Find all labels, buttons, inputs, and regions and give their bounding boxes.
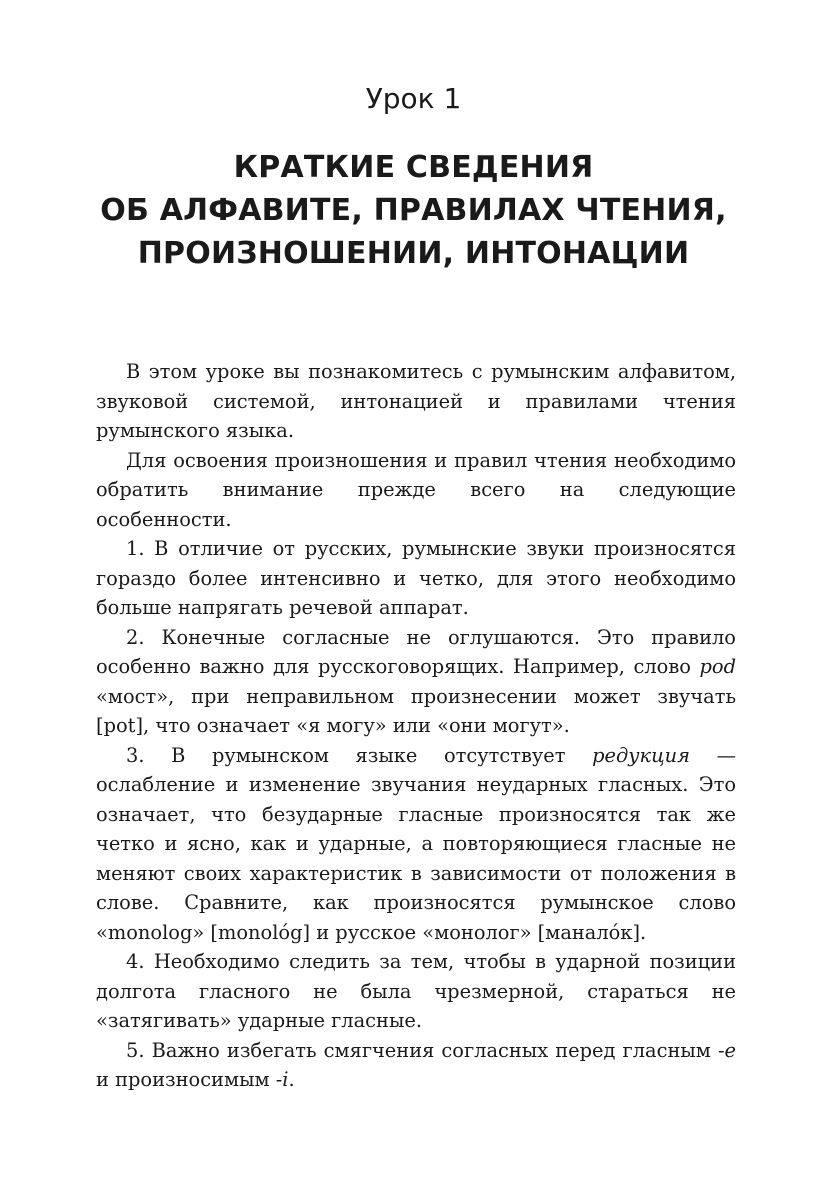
paragraph-point-3 [96,741,736,948]
text-run: 2. Конечные согласные не оглушаются. Это правило особенно важно для русскоговорящих. Например, слово [96,625,736,678]
text-run: 3. В румынском языке отсутствует [126,743,593,767]
text-run: — ослабление и изменение звучания неударных гласных. Это означает, что безударные гласные произносятся так же четко и ясно, как и ударные, а повторяющиеся гласные не меняют своих характеристик в зависимости от положения в слове. Сравните, как произносятся румынское слово «monolog» [monológ] и русское «монолог» [маналóк]. [96,743,736,944]
italic-term: редукция [592,743,690,767]
lesson-number: Урок 1 [365,82,462,115]
paragraph-features: Для освоения произношения и правил чтения необходимо обратить внимание прежде всего на следующие особенности. [96,448,736,531]
italic-term: -e [717,1038,736,1062]
text-run: и произносимым [96,1068,276,1091]
italic-term: -i [275,1068,289,1091]
text-run: . [288,1068,295,1091]
paragraph-point-4: 4. Необходимо следить за тем, чтобы в ударной позиции долгота гласного не была чрезмерной, стараться не «затягивать» ударные гласные. [96,950,736,1032]
paragraph-point-2 [96,623,736,741]
paragraph-point-5 [96,1036,736,1095]
italic-term: pod [699,655,736,678]
chapter-title-line: ОБ АЛФАВИТЕ, ПРАВИЛАХ ЧТЕНИЯ, [100,193,727,228]
chapter-title-line: КРАТКИЕ СВЕДЕНИЯ [233,150,594,185]
paragraph-point-1: 1. В отличие от русских, румынские звуки произносятся гораздо более интенсивно и четко, для этого необходимо больше напрягать речевой аппарат. [96,537,736,619]
chapter-title-line: ПРОИЗНОШЕНИИ, ИНТОНАЦИИ [137,236,690,271]
text-run: «мост», при неправильном произнесении может звучать [pot], что означает «я могу» или «они могут». [96,684,736,737]
text-run: 5. Важно избегать смягчения согласных перед гласным [126,1038,718,1062]
body-text [96,357,736,1095]
paragraph-intro: В этом уроке вы познакомитесь с румынским алфавитом, звуковой системой, интонацией и правилами чтения румынского языка. [96,360,736,442]
chapter-title [0,146,827,275]
